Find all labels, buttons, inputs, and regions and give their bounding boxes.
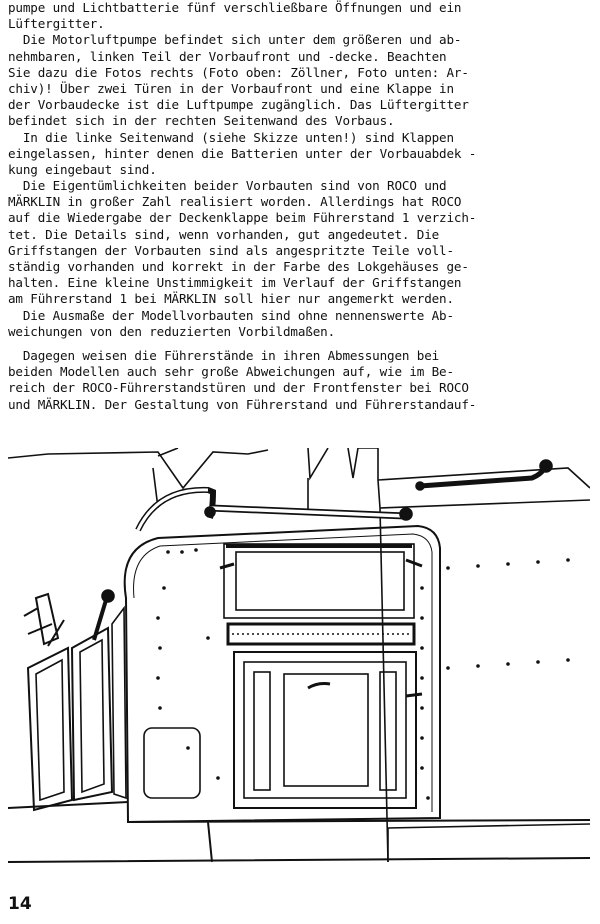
sketch-latch-lower (308, 684, 422, 697)
text-line: Die Motorluftpumpe befindet sich unter dem größeren und ab- (8, 32, 462, 48)
text-line: MÄRKLIN in großer Zahl realisiert worden. Allerdings hat ROCO (8, 194, 462, 210)
text-line: Die Eigentümlichkeiten beider Vorbauten sind von ROCO und (8, 178, 447, 194)
sketch-base-frame (8, 802, 590, 862)
sketch-lower-doors (234, 652, 416, 808)
sketch-top-hatch (224, 544, 414, 618)
sketch-left-door-2 (72, 628, 112, 800)
text-line: am Führerstand 1 bei MÄRKLIN soll hier nur angemerkt werden. (8, 291, 454, 307)
locomotive-hood-sketch (8, 448, 590, 864)
text-line: beiden Modellen auch sehr große Abweichungen auf, wie im Be- (8, 364, 454, 380)
text-line: nehmbaren, linken Teil der Vorbaufront und -decke. Beachten (8, 48, 447, 64)
sketch-left-door (28, 648, 72, 810)
text-line: befindet sich in der rechten Seitenwand des Vorbaus. (8, 113, 395, 129)
text-line: der Vorbaudecke ist die Luftpumpe zugänglich. Das Lüftergitter (8, 97, 469, 113)
sketch-latch-upper (220, 560, 422, 568)
sketch-door-hinge-right (380, 672, 396, 790)
text-line: eingelassen, hinter denen die Batterien unter der Vorbauabdek - (8, 145, 477, 161)
text-line: kung eingebaut sind. (8, 161, 157, 177)
sketch-left-door-3 (112, 608, 126, 798)
sketch-louvre-strip (228, 624, 414, 644)
text-line: und MÄRKLIN. Der Gestaltung von Führerstand und Führerstandauf- (8, 396, 477, 412)
sketch-door-hinge-left (254, 672, 270, 790)
text-line: Dagegen weisen die Führerstände in ihren Abmessungen bei (8, 347, 440, 363)
text-line: Die Ausmaße der Modellvorbauten sind ohne nennenswerte Ab- (8, 307, 454, 323)
body-text (8, 0, 592, 413)
text-line: Sie dazu die Fotos rechts (Foto oben: Zöllner, Foto unten: Ar- (8, 64, 469, 80)
text-line: Griffstangen der Vorbauten sind als angespritzte Teile voll- (8, 242, 454, 258)
text-line: Lüftergitter. (8, 16, 105, 32)
sketch-valve-fixture (24, 594, 64, 646)
text-line: tet. Die Details sind, wenn vorhanden, gut angedeutet. Die (8, 226, 440, 242)
text-line: pumpe und Lichtbatterie fünf verschließbare Öffnungen und ein (8, 0, 462, 15)
text-line: ständig vorhanden und korrekt in der Farbe des Lokgehäuses ge- (8, 259, 469, 274)
text-line: reich der ROCO-Führerstandstüren und der Frontfenster bei ROCO (8, 380, 469, 396)
text-line: auf die Wiedergabe der Deckenklappe beim Führerstand 1 verzich- (8, 210, 477, 226)
text-line: weichungen von den reduzierten Vorbildmaßen. (8, 323, 336, 339)
paragraph-gap (8, 340, 592, 348)
text-line: chiv)! Über zwei Türen in der Vorbaufront und eine Klappe in (8, 80, 454, 96)
text-line: halten. Eine kleine Unstimmigkeit im Verlauf der Griffstangen (8, 275, 462, 291)
page-number: 14 (8, 894, 32, 914)
sketch-battery-cover (144, 728, 200, 798)
sketch-hood-front (125, 526, 440, 822)
text-line: In die linke Seitenwand (siehe Skizze unten!) sind Klappen (8, 129, 454, 145)
